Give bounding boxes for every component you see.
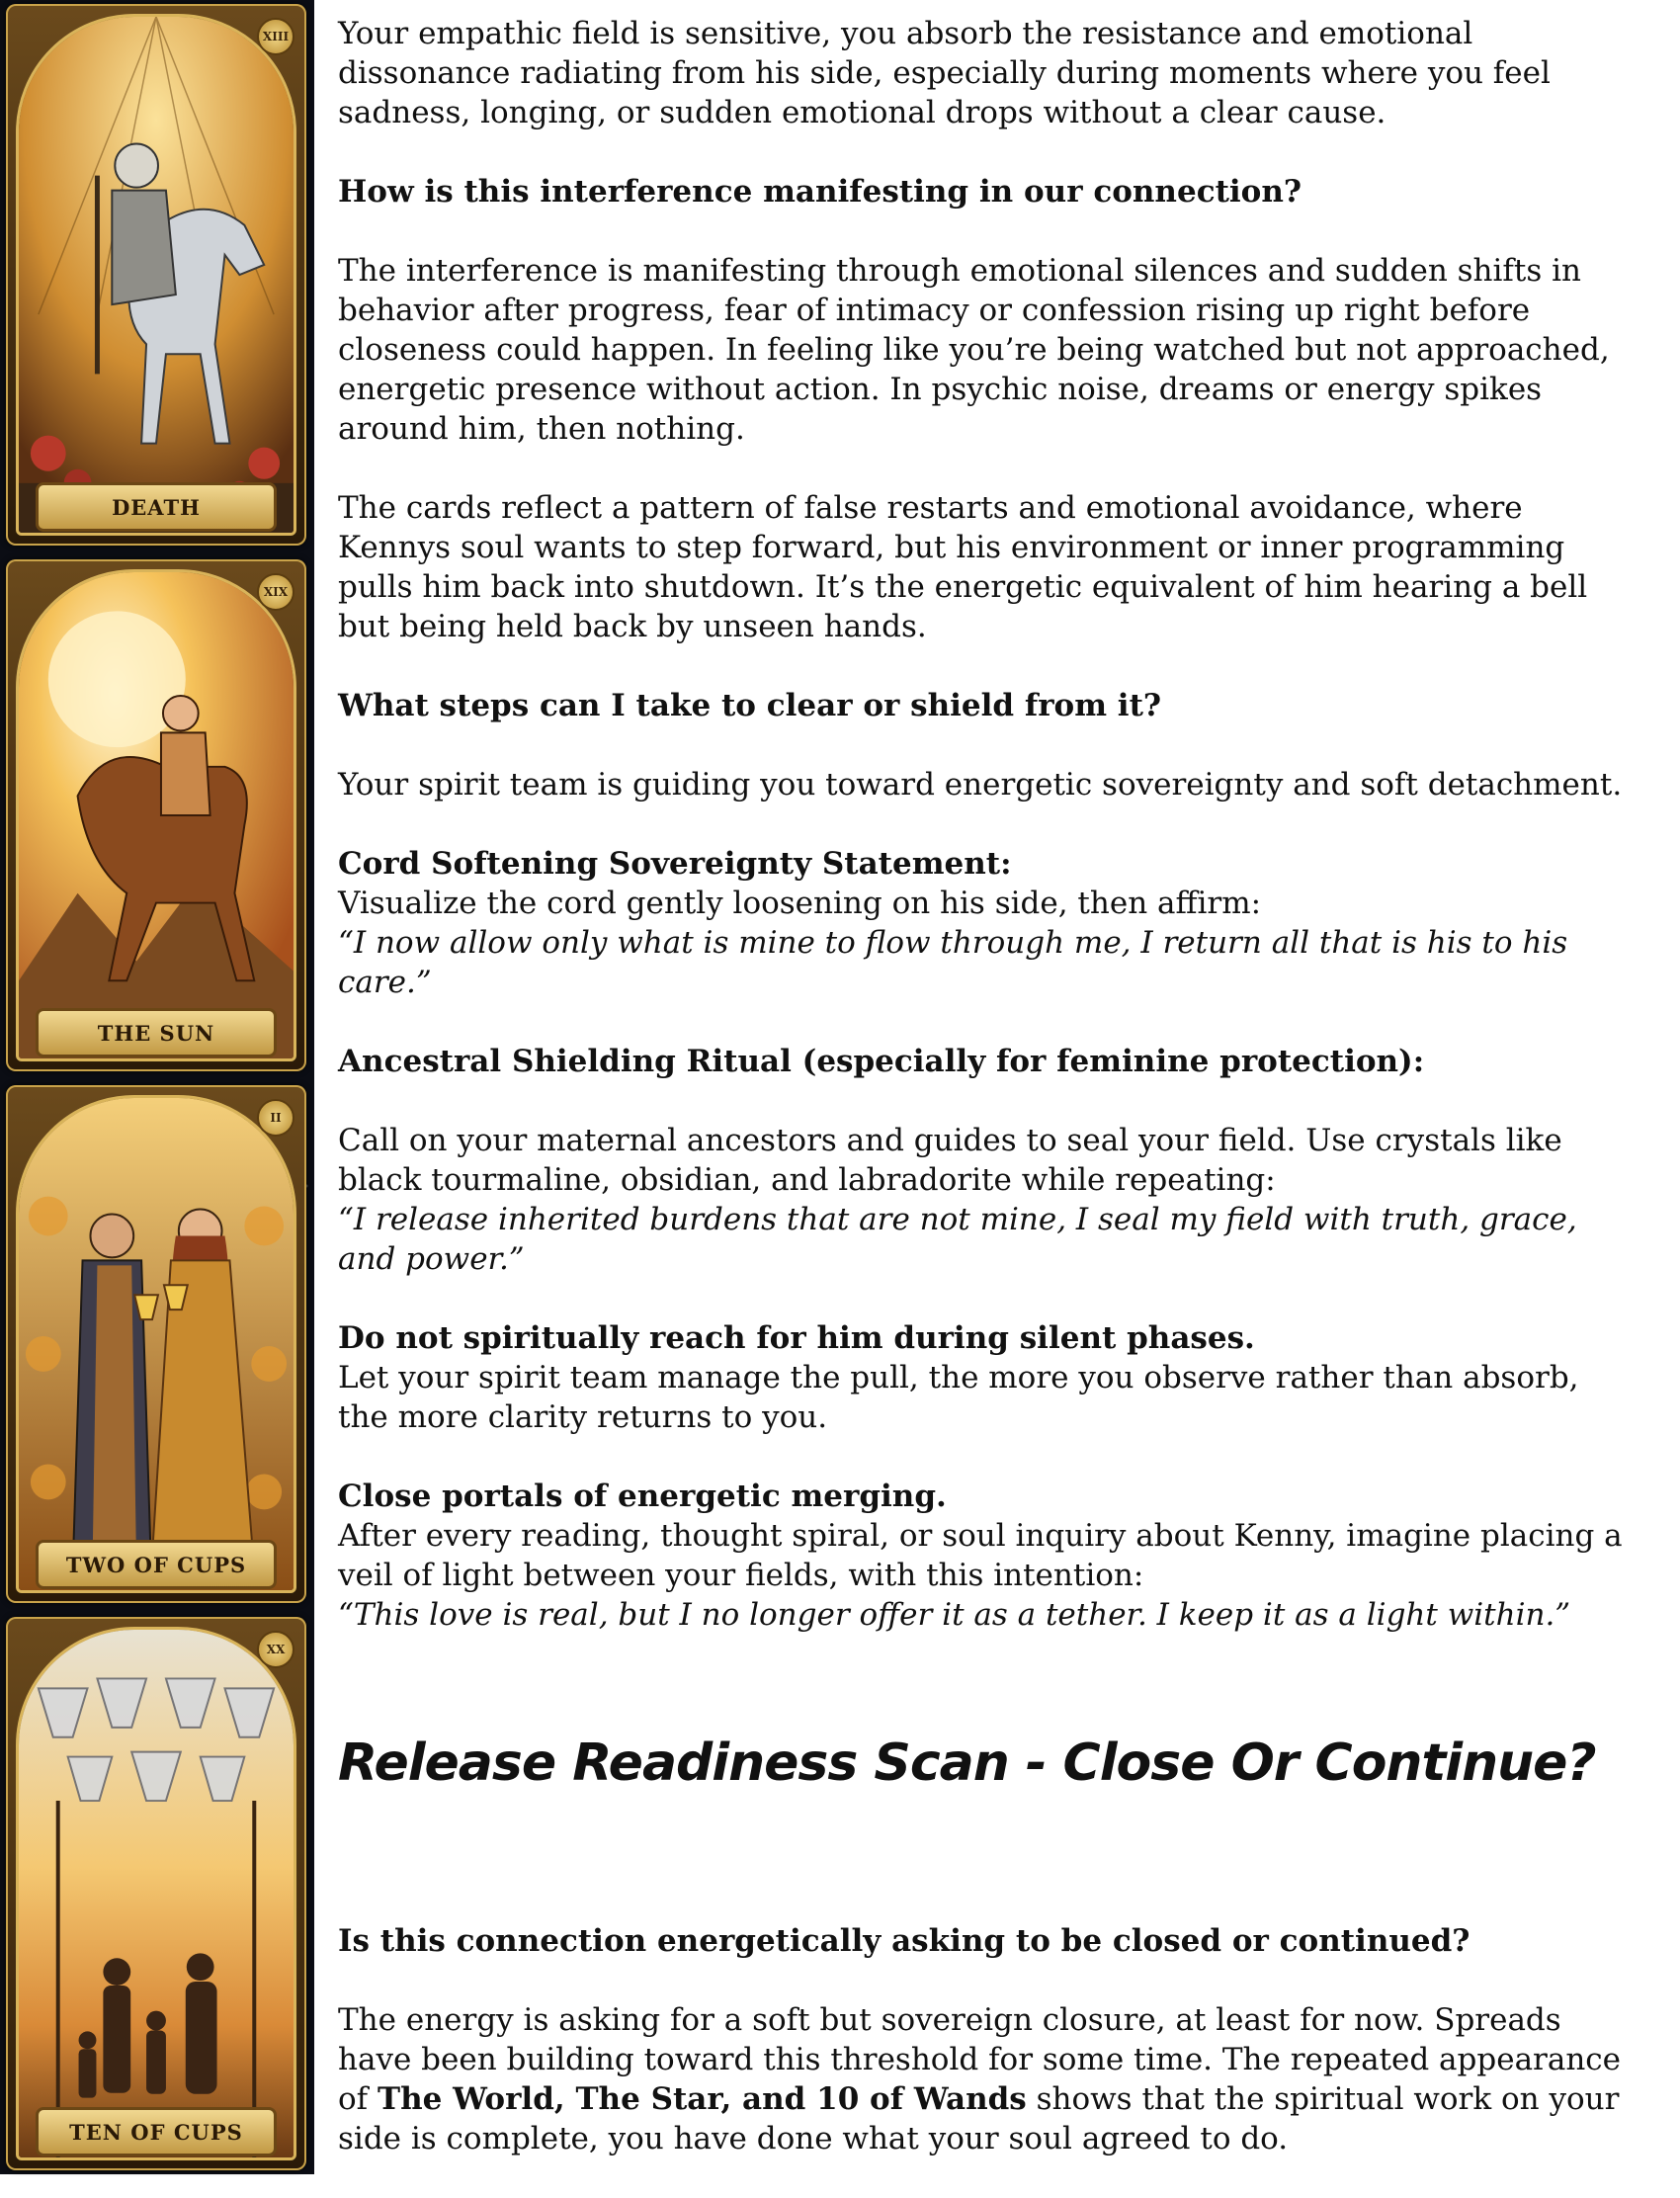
ancestral-shielding-quote: “I release inherited burdens that are not mine, I seal my field with truth, grace, and power.”	[338, 1202, 1577, 1277]
card-art-frame	[16, 1095, 296, 1593]
tarot-card-ten-of-cups	[6, 1617, 306, 2170]
ancestral-shielding-body: Call on your maternal ancestors and guides to seal your field. Use crystals like black tourmaline, obsidian, and labradorite while repeating:	[338, 1123, 1562, 1198]
ten-of-cups-card-art	[19, 1630, 294, 2157]
tarot-card-the-sun	[6, 559, 306, 1071]
soft-closure-text-end: shows that the spiritual work on your side is complete, you have done what your soul agreed to do.	[338, 2081, 1620, 2156]
paragraph-cards-reflect: The cards reflect a pattern of false restarts and emotional avoidance, where Kennys soul wants to step forward, but his environment or inner programming pulls him back into shutdown. It’s the energetic equivalent of him hearing a bell but being held back by unseen hands.	[338, 490, 1588, 644]
silent-phases-block	[338, 1318, 1623, 1437]
tarot-card-death	[6, 4, 306, 546]
card-title: THE SUN	[36, 1008, 277, 1057]
card-title: DEATH	[36, 482, 277, 532]
heading-close-portals: Close portals of energetic merging.	[338, 1479, 947, 1514]
question-closed-or-continued: Is this connection energetically asking to be closed or continued?	[338, 1923, 1470, 1959]
question-clear-shield: What steps can I take to clear or shield from it?	[338, 688, 1162, 723]
ancestral-shielding-block	[338, 1121, 1623, 1279]
card-title: TWO OF CUPS	[36, 1540, 277, 1589]
card-numeral: XIII	[257, 18, 294, 55]
reading-content	[338, 14, 1623, 2198]
heading-cord-softening: Cord Softening Sovereignty Statement:	[338, 846, 1012, 882]
cord-softening-body: Visualize the cord gently loosening on his side, then affirm:	[338, 886, 1262, 921]
death-card-art	[19, 17, 294, 533]
tarot-card-strip	[0, 0, 314, 2174]
card-numeral: II	[257, 1099, 294, 1137]
soft-closure-text-start: The energy is asking for a soft but sovereign closure, at least for now. Spreads have been building toward this threshold for some time. The repeated appearance of	[338, 2002, 1622, 2117]
paragraph-empathic-field: Your empathic field is sensitive, you absorb the resistance and emotional dissonance radiating from his side, especially during moments where you feel sadness, longing, or sudden emotional drops without a clear cause.	[338, 16, 1551, 130]
soft-closure-cards-named: The World, The Star, and 10 of Wands	[378, 2081, 1027, 2117]
card-art-frame	[16, 14, 296, 536]
paragraph-soft-closure	[338, 2000, 1623, 2158]
card-art-frame	[16, 1627, 296, 2160]
close-portals-quote: “This love is real, but I no longer offer it as a tether. I keep it as a light within.”	[338, 1597, 1571, 1633]
heading-ancestral-shielding: Ancestral Shielding Ritual (especially for feminine protection):	[338, 1044, 1425, 1079]
cord-softening-quote: “I now allow only what is mine to flow through me, I return all that is his to his care.”	[338, 925, 1568, 1000]
close-portals-body: After every reading, thought spiral, or soul inquiry about Kenny, imagine placing a veil of light between your fields, with this intention:	[338, 1518, 1623, 1593]
cord-softening-block	[338, 844, 1623, 1002]
card-title: TEN OF CUPS	[36, 2107, 277, 2156]
paragraph-interference-manifesting: The interference is manifesting through emotional silences and sudden shifts in behavior after progress, fear of intimacy or confession rising up right before closeness could happen. In feeling like you’re being watched but not approached, energetic presence without action. In psychic noise, dreams or energy spikes around him, then nothing.	[338, 253, 1610, 447]
paragraph-spirit-team: Your spirit team is guiding you toward energetic sovereignty and soft detachment.	[338, 767, 1623, 803]
card-numeral: XIX	[257, 573, 294, 611]
sun-card-art	[19, 572, 294, 1058]
heading-silent-phases: Do not spiritually reach for him during silent phases.	[338, 1320, 1255, 1356]
section-title-release-readiness: Release Readiness Scan - Close Or Continue?	[338, 1733, 1596, 1793]
card-numeral: XX	[257, 1631, 294, 1668]
silent-phases-body: Let your spirit team manage the pull, the more you observe rather than absorb, the more clarity returns to you.	[338, 1360, 1579, 1435]
close-portals-block	[338, 1477, 1623, 1635]
card-art-frame	[16, 569, 296, 1061]
tarot-card-two-of-cups	[6, 1085, 306, 1603]
question-interference: How is this interference manifesting in our connection?	[338, 174, 1302, 210]
two-of-cups-card-art	[19, 1098, 294, 1590]
